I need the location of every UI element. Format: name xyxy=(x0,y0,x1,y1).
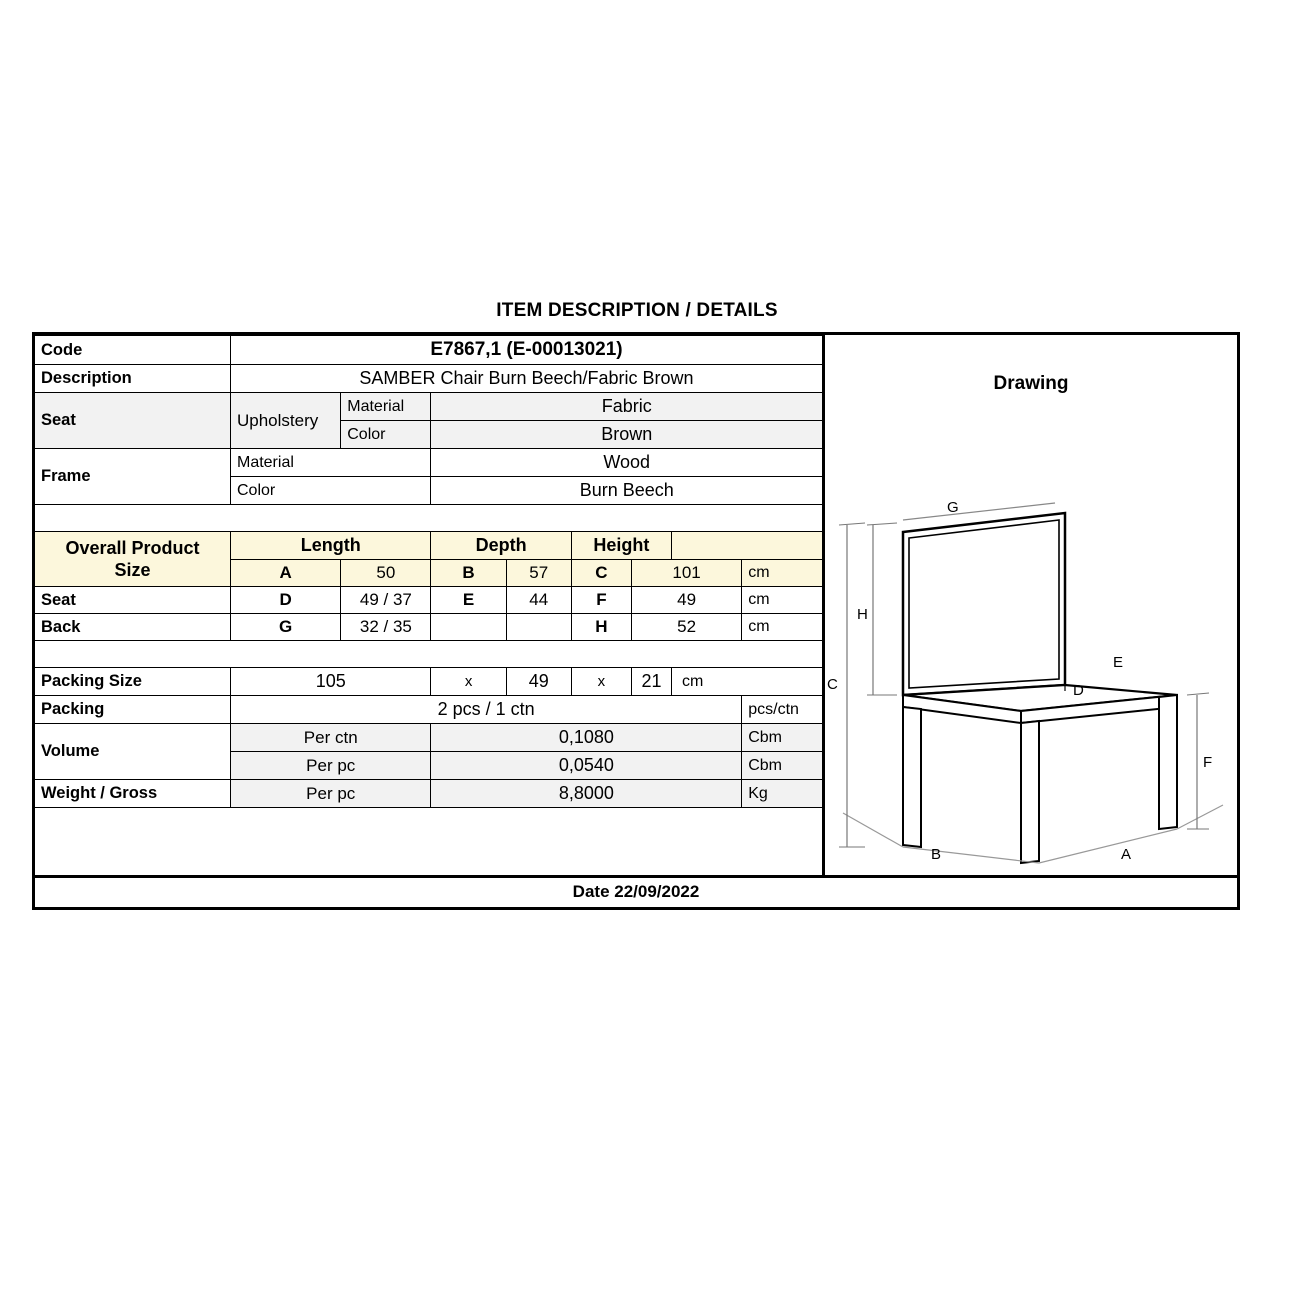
volume-per-ctn-value: 0,1080 xyxy=(431,724,742,752)
frame-color-label: Color xyxy=(230,477,430,505)
seat-height-value: 49 xyxy=(631,587,741,614)
seat-material-label: Material xyxy=(341,393,431,421)
packing-size-length: 105 xyxy=(230,668,430,696)
weight-label: Weight / Gross xyxy=(35,780,230,808)
table-row-code xyxy=(35,336,822,365)
frame-label: Frame xyxy=(35,449,230,505)
seat-material-value: Fabric xyxy=(431,393,822,421)
description-value: SAMBER Chair Burn Beech/Fabric Brown xyxy=(230,365,822,393)
overall-depth-value: 57 xyxy=(506,560,571,587)
seat-depth-value: 44 xyxy=(506,587,571,614)
back-length-code: G xyxy=(230,614,340,641)
drawing-title: Drawing xyxy=(993,373,1069,394)
table-row-volume-per-ctn xyxy=(35,724,822,752)
code-label: Code xyxy=(35,336,230,365)
back-height-code: H xyxy=(571,614,631,641)
spacer-row-2 xyxy=(35,641,822,668)
seat-height-code: F xyxy=(571,587,631,614)
label-d: D xyxy=(1073,682,1084,699)
label-h: H xyxy=(857,606,868,623)
seat-dim-label: Seat xyxy=(35,587,230,614)
volume-per-pc-unit: Cbm xyxy=(742,752,822,780)
spacer-cell-2 xyxy=(35,641,822,668)
volume-per-ctn-label: Per ctn xyxy=(230,724,430,752)
seat-unit: cm xyxy=(742,587,822,614)
description-label: Description xyxy=(35,365,230,393)
packing-unit: pcs/ctn xyxy=(742,696,822,724)
volume-per-pc-value: 0,0540 xyxy=(431,752,742,780)
spacer-row-1 xyxy=(35,505,822,532)
spec-sheet xyxy=(32,300,1268,910)
packing-size-label: Packing Size xyxy=(35,668,230,696)
overall-length-code: A xyxy=(230,560,340,587)
packing-size-height: 21 xyxy=(631,668,671,696)
overall-size-line2: Size xyxy=(114,560,151,580)
table-row-back-dimensions xyxy=(35,614,822,641)
drawing-area xyxy=(825,395,1237,875)
back-depth-value xyxy=(506,614,571,641)
overall-size-line1: Overall Product xyxy=(65,537,200,558)
packing-label: Packing xyxy=(35,696,230,724)
seat-label: Seat xyxy=(35,393,230,449)
table-row-frame-material xyxy=(35,449,822,477)
packing-size-x1: x xyxy=(431,668,506,696)
code-value: E7867,1 (E-00013021) xyxy=(230,336,822,365)
spec-frame xyxy=(32,332,1240,875)
overall-length-value: 50 xyxy=(341,560,431,587)
upholstery-label: Upholstery xyxy=(230,393,340,449)
table-row-weight xyxy=(35,780,822,808)
table-row-seat-dimensions xyxy=(35,587,822,614)
spec-table xyxy=(35,335,822,808)
col-length-header: Length xyxy=(230,532,430,560)
frame-color-value: Burn Beech xyxy=(431,477,822,505)
packing-value: 2 pcs / 1 ctn xyxy=(230,696,741,724)
table-row-packing-size xyxy=(35,668,822,696)
label-f: F xyxy=(1203,754,1213,771)
weight-unit: Kg xyxy=(742,780,822,808)
seat-length-value: 49 / 37 xyxy=(341,587,431,614)
overall-size-label xyxy=(35,532,230,587)
label-e: E xyxy=(1113,654,1124,671)
spacer-cell xyxy=(35,505,822,532)
overall-unit: cm xyxy=(742,560,822,587)
back-length-value: 32 / 35 xyxy=(341,614,431,641)
packing-size-x2: x xyxy=(571,668,631,696)
seat-depth-code: E xyxy=(431,587,506,614)
seat-color-label: Color xyxy=(341,421,431,449)
packing-size-width: 49 xyxy=(506,668,571,696)
frame-material-label: Material xyxy=(230,449,430,477)
overall-depth-code: B xyxy=(431,560,506,587)
volume-per-ctn-unit: Cbm xyxy=(742,724,822,752)
weight-per-pc-value: 8,8000 xyxy=(431,780,742,808)
overall-height-value: 101 xyxy=(631,560,741,587)
label-b: B xyxy=(931,846,942,863)
spec-table-column xyxy=(35,335,825,875)
seat-length-code: D xyxy=(230,587,340,614)
back-dim-label: Back xyxy=(35,614,230,641)
overall-height-code: C xyxy=(571,560,631,587)
label-c: C xyxy=(827,676,838,693)
packing-size-unit: cm xyxy=(672,668,822,696)
drawing-column xyxy=(825,335,1237,875)
seat-color-value: Brown xyxy=(431,421,822,449)
date-footer: Date 22/09/2022 xyxy=(32,875,1240,910)
table-row-dimension-headers xyxy=(35,532,822,560)
back-height-value: 52 xyxy=(631,614,741,641)
table-row-description xyxy=(35,365,822,393)
table-row-seat-material xyxy=(35,393,822,421)
back-depth-code xyxy=(431,614,506,641)
col-depth-header: Depth xyxy=(431,532,571,560)
label-g: G xyxy=(947,499,959,516)
back-unit: cm xyxy=(742,614,822,641)
col-height-header: Height xyxy=(571,532,671,560)
page-title: ITEM DESCRIPTION / DETAILS xyxy=(496,300,778,321)
volume-per-pc-label: Per pc xyxy=(230,752,430,780)
label-a: A xyxy=(1121,846,1132,863)
chair-technical-drawing xyxy=(825,395,1237,865)
col-unit-header xyxy=(672,532,822,560)
table-row-packing xyxy=(35,696,822,724)
volume-label: Volume xyxy=(35,724,230,780)
frame-material-value: Wood xyxy=(431,449,822,477)
weight-per-pc-label: Per pc xyxy=(230,780,430,808)
